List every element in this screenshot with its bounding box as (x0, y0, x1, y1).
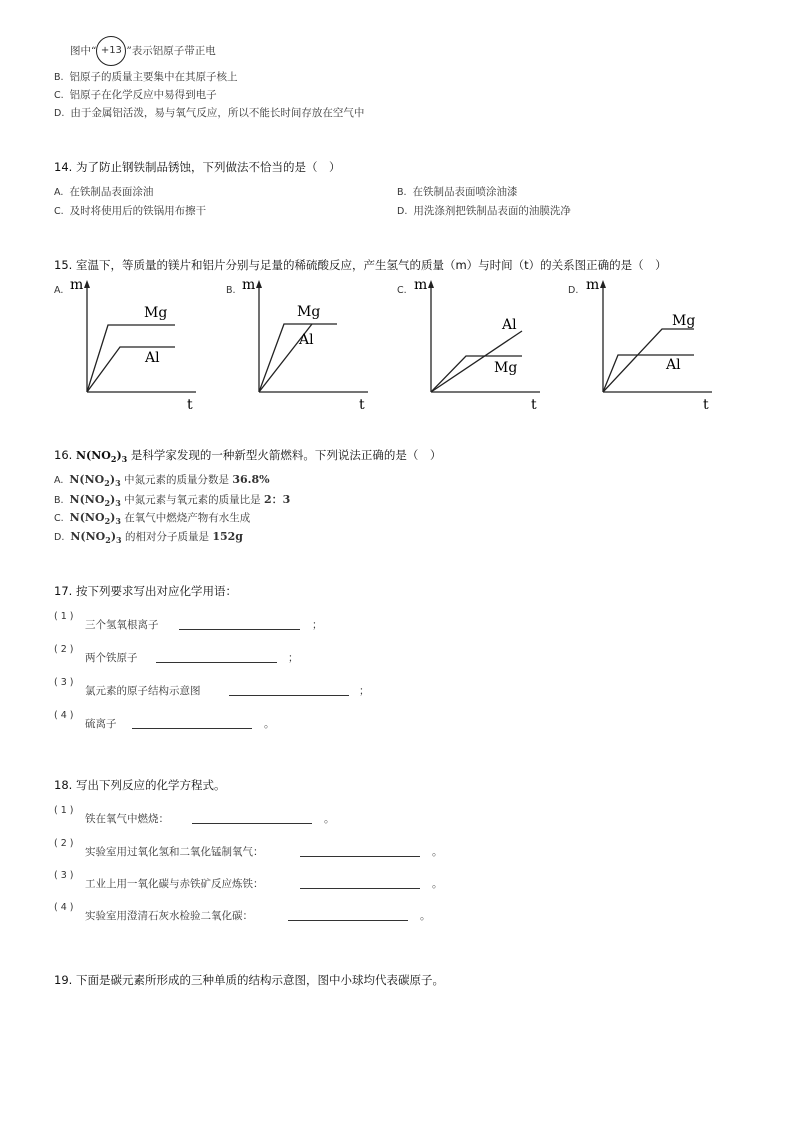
q18-item-3: (3) 工业上用一氧化碳与赤铁矿反应炼铁： 。 (54, 870, 443, 890)
q16-option-d-value: 152g (212, 530, 243, 543)
q15-graph-b (232, 274, 382, 414)
q13-option-c-letter: C. (54, 90, 64, 101)
q14-option-b (397, 184, 518, 199)
q15-graph-c-lower-label: Mg (494, 360, 518, 376)
q15-graph-d-letter-text: D. (568, 285, 579, 296)
q16-option-b: B. $N(NO_2)_3$ 中氮元素与氧元素的质量比是 2：3 (54, 493, 291, 509)
q13-option-a (70, 36, 216, 66)
q17-item-1: (1) 三个氢氧根离子 ； (54, 611, 323, 631)
q15-graph-a-letter-text: A. (54, 285, 64, 296)
q15-graph-a-lower-curve (87, 347, 175, 392)
q14-option-d (397, 203, 571, 218)
q15-graph-c-x-label: t (531, 397, 537, 413)
q13-option-d-text: 由于金属铝活泼，易与氧气反应，所以不能长时间存放在空气中 (70, 107, 365, 119)
q15-stem: 15. 室温下，等质量的镁片和铝片分别与足量的稀硫酸反应，产生氢气的质量（m）与时间（t）的关系图正确的是（ ） (54, 258, 667, 272)
q15-graph-b-y-label: m (242, 277, 256, 293)
q13-option-c-text: 铝原子在化学反应中易得到电子 (69, 89, 217, 101)
q15-graph-b-upper-label: Mg (297, 304, 321, 320)
q15-graph-c-y-label: m (414, 277, 428, 293)
q16-formula: $N(NO_2)_3$ (75, 449, 128, 465)
q15-graph-a (60, 274, 210, 414)
q15-graph-c (404, 274, 554, 414)
q14-option-d-text: 用洗涤剂把铁制品表面的油膜洗净 (413, 205, 571, 217)
q18-item-4: (4) 实验室用澄清石灰水检验二氧化碳： 。 (54, 902, 431, 922)
q14-option-b-text: 在铁制品表面喷涂油漆 (412, 186, 518, 198)
q16-stem-text: 是科学家发现的一种新型火箭燃料。下列说法正确的是（ ） (130, 448, 442, 462)
q14-stem: 14. 为了防止钢铁制品锈蚀，下列做法不恰当的是（ ） (54, 160, 341, 174)
q15-graph-c-upper-label: Al (502, 317, 517, 333)
q16-option-d: D. $N(NO_2)_3$ 的相对分子质量是 152g (54, 530, 243, 546)
q15-graph-a-upper-curve (87, 325, 175, 392)
q16-formula: $N(NO_2)_3$ (69, 511, 121, 527)
q13-option-b-text: 铝原子的质量主要集中在其原子核上 (69, 71, 238, 83)
q17-answer-blank-1[interactable] (179, 617, 300, 630)
q15-graph-d-y-label: m (586, 277, 600, 293)
q17-item-2: (2) 两个铁原子 ； (54, 644, 299, 664)
q15-graph-d (576, 274, 726, 414)
q19-stem: 19. 下面是碳元素所形成的三种单质的结构示意图，图中小球均代表碳原子。 (54, 973, 444, 987)
q14-option-c-text: 及时将使用后的铁锅用布擦干 (69, 205, 207, 217)
q15-graph-b-upper-curve (259, 324, 337, 392)
q13-option-a-suffix: ”表示铝原子带正电 (126, 45, 216, 57)
q16-formula: $N(NO_2)_3$ (69, 493, 121, 509)
q13-option-a-prefix: 图中“ (70, 45, 97, 57)
q13-option-b (54, 69, 238, 84)
q16-stem (54, 447, 441, 464)
q17-item-3: (3) 氯元素的原子结构示意图 ； (54, 677, 370, 697)
q15-graph-b-x-label: t (359, 397, 365, 413)
q16-option-a-value: 36.8% (232, 473, 270, 486)
q15-graph-c-letter-text: C. (397, 285, 407, 296)
q18-item-1: (1) 铁在氧气中燃烧： 。 (54, 805, 335, 825)
q16-number: 16. (54, 448, 73, 462)
q14-option-c (54, 203, 206, 218)
q17-item-4: (4) 硫离子 。 (54, 710, 275, 730)
q13-option-d-letter: D. (54, 108, 65, 119)
q14-option-a-text: 在铁制品表面涂油 (69, 186, 154, 198)
q14-option-b-letter: B. (397, 187, 407, 198)
q14-option-c-letter: C. (54, 206, 64, 217)
q15-graph-b-letter-text: B. (226, 285, 236, 296)
q15-graph-d-x-label: t (703, 397, 709, 413)
q15-graph-d-upper-label: Mg (672, 313, 696, 329)
q15-graph-b-lower-label: Al (299, 332, 314, 348)
q13-option-b-letter: B. (54, 72, 64, 83)
q18-stem: 18. 写出下列反应的化学方程式。 (54, 778, 226, 792)
q13-option-c (54, 87, 217, 102)
q16-formula: $N(NO_2)_3$ (70, 530, 122, 546)
q17-stem: 17. 按下列要求写出对应化学用语： (54, 584, 237, 598)
q15-graph-a-y-label: m (70, 277, 84, 293)
q17-answer-blank-2[interactable] (156, 650, 277, 663)
q18-answer-blank-2[interactable] (300, 844, 420, 857)
q14-option-d-letter: D. (397, 206, 408, 217)
aluminum-ion-circle: +13 (96, 36, 126, 66)
q16-option-b-value: 2：3 (264, 493, 291, 506)
q18-answer-blank-1[interactable] (192, 811, 312, 824)
q15-graph-a-upper-label: Mg (144, 305, 168, 321)
q15-graph-a-x-label: t (187, 397, 193, 413)
q14-option-a-letter: A. (54, 187, 64, 198)
q15-graph-d-lower-label: Al (666, 357, 681, 373)
q18-answer-blank-3[interactable] (300, 876, 420, 889)
q16-option-a: A. $N(NO_2)_3$ 中氮元素的质量分数是 36.8% (54, 473, 270, 489)
q18-answer-blank-4[interactable] (288, 908, 408, 921)
q14-option-a (54, 184, 153, 199)
q15-graph-a-lower-label: Al (145, 350, 160, 366)
q17-answer-blank-3[interactable] (229, 683, 349, 696)
q18-item-2: (2) 实验室用过氧化氢和二氧化锰制氧气： 。 (54, 838, 443, 858)
q16-formula: $N(NO_2)_3$ (69, 473, 121, 489)
q16-option-c: C. $N(NO_2)_3$ 在氧气中燃烧产物有水生成 (54, 511, 251, 527)
q13-option-d (54, 105, 364, 120)
q17-answer-blank-4[interactable] (132, 716, 252, 729)
